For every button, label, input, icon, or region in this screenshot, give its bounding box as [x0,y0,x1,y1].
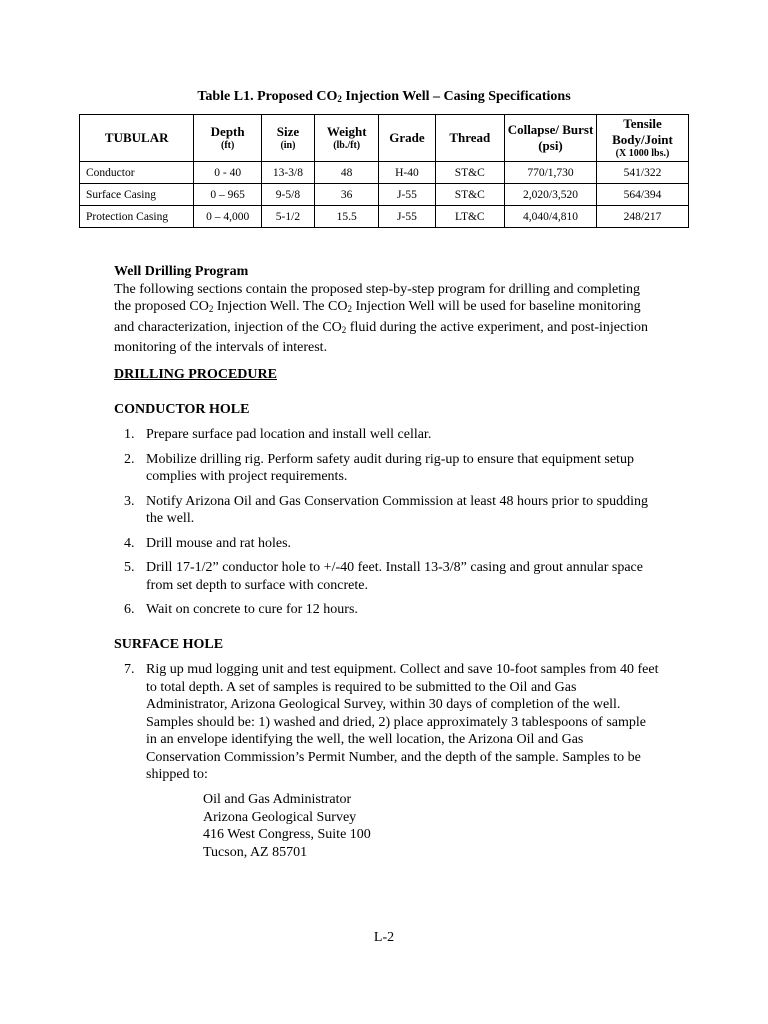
table-row [80,162,689,184]
header-label: Depth [210,124,245,139]
step-number: 4. [124,535,135,551]
table-cell: 770/1,730 [505,162,597,184]
step-text: Rig up mud logging unit and test equipment. Collect and save 10-foot samples from 40 feet to total depth. A set of samples is required to be submitted to the Oil and Gas Administrator, Arizona Geological Survey, within 30 days of completion of the well. Samples should be: 1) washed and dried, 2) place approximately 3 tablespoons of sample in an envelope identifying the well, the well location, the Arizona Oil and Gas Conservation Commission’s Permit Number, and the depth of the sample. Samples to be shipped to: [146,662,659,782]
table-cell: Conductor [80,162,194,184]
table-header-cell [379,115,435,162]
header-unit: (ft) [220,140,235,151]
step-text: Notify Arizona Oil and Gas Conservation Commission at least 48 hours prior to spudding the well. [146,493,649,526]
header-unit: (lb./ft) [333,140,361,151]
table-header-row [80,115,689,162]
table-cell: LT&C [435,206,504,228]
table-cell: 2,020/3,520 [505,184,597,206]
table-cell: 9-5/8 [261,184,314,206]
step-text: Wait on concrete to cure for 12 hours. [146,602,358,617]
step-text: Prepare surface pad location and install well cellar. [146,427,432,442]
address-line: Arizona Geological Survey [203,809,357,825]
list-item [120,535,660,553]
table-cell: 0 – 965 [194,184,261,206]
table-title-subscript: 2 [337,94,342,104]
program-text-3: Injection Well will be used for baseline monitoring and characterization, injection of the CO [114,299,641,335]
program-section [114,263,659,357]
header-label: Size [276,124,300,139]
step-text: Mobilize drilling rig. Perform safety audit during rig-up to ensure that equipment setup complies with project requirements. [146,451,634,484]
step-number: 7. [124,662,135,677]
list-item [120,451,660,486]
table-body [80,162,689,228]
program-text-2: Injection Well. The CO [213,299,348,314]
table-cell: J-55 [379,184,435,206]
address-line: Oil and Gas Administrator [203,792,352,807]
table-cell: Protection Casing [80,206,194,228]
table-cell: 5-1/2 [261,206,314,228]
table-cell: 15.5 [315,206,379,228]
step-number: 6. [124,602,135,617]
conductor-hole-heading: CONDUCTOR HOLE [114,402,250,417]
table-header-cell [596,115,688,162]
table-title-text: Table L1. Proposed CO [197,89,338,104]
table-cell: 0 – 4,000 [194,206,261,228]
surface-steps-list [120,661,660,791]
table-header-cell [505,115,597,162]
shipping-address [203,791,371,861]
header-label: TUBULAR [104,130,169,145]
program-text-1: The following sections contain the proposed step-by-step program for drilling and completing the proposed CO [114,281,641,314]
casing-spec-table [79,114,689,228]
table-cell: 0 - 40 [194,162,261,184]
table-header-cell [261,115,314,162]
page-number: L-2 [373,930,395,945]
conductor-steps-list [120,426,660,626]
table-cell: 48 [315,162,379,184]
step-number: 5. [124,560,135,575]
table-cell: 248/217 [596,206,688,228]
program-text-4: fluid during the active experiment, and post-injection monitoring of the intervals of interest. [114,319,648,355]
list-item [120,661,660,784]
program-subscript-1: 2 [208,304,214,314]
drilling-procedure-heading: DRILLING PROCEDURE [114,367,277,382]
step-number: 3. [124,493,135,509]
header-label: Grade [389,130,425,145]
step-number: 1. [124,427,135,442]
table-row [80,184,689,206]
program-subscript-3: 2 [341,324,347,335]
table-row [80,206,689,228]
table-cell: Surface Casing [80,184,194,206]
list-item [120,426,660,444]
table-cell: ST&C [435,184,504,206]
table-header-cell [315,115,379,162]
table-header-cell [435,115,504,162]
table-header-cell [80,115,194,162]
surface-hole-heading: SURFACE HOLE [114,637,224,652]
step-text: Drill mouse and rat holes. [146,535,292,551]
list-item [120,493,660,528]
header-label: Tensile Body/Joint [612,116,673,147]
table-cell: 564/394 [596,184,688,206]
program-heading: Well Drilling Program [114,264,249,279]
program-paragraph [114,281,659,357]
header-label: Weight [326,124,367,139]
program-subscript-2: 2 [347,304,352,314]
header-unit: (X 1000 lbs.) [615,148,670,159]
table-cell: ST&C [435,162,504,184]
address-line: Tucson, AZ 85701 [203,844,308,860]
header-label: Collapse/ Burst (psi) [507,122,594,153]
header-unit: (in) [280,140,296,151]
table-cell: 36 [315,184,379,206]
table-header-cell [194,115,261,162]
step-number: 2. [124,451,135,467]
header-label: Thread [449,130,491,145]
table-title-text-end: Injection Well – Casing Specifications [341,89,571,104]
table-title [0,89,768,105]
table-cell: 541/322 [596,162,688,184]
address-line: 416 West Congress, Suite 100 [203,827,371,842]
step-text: Drill 17-1/2” conductor hole to +/-40 feet. Install 13-3/8” casing and grout annular space from set depth to surface with concrete. [146,560,643,593]
table-cell: J-55 [379,206,435,228]
table-cell: H-40 [379,162,435,184]
list-item [120,601,660,619]
list-item [120,559,660,594]
table-cell: 13-3/8 [261,162,314,184]
table-cell: 4,040/4,810 [505,206,597,228]
